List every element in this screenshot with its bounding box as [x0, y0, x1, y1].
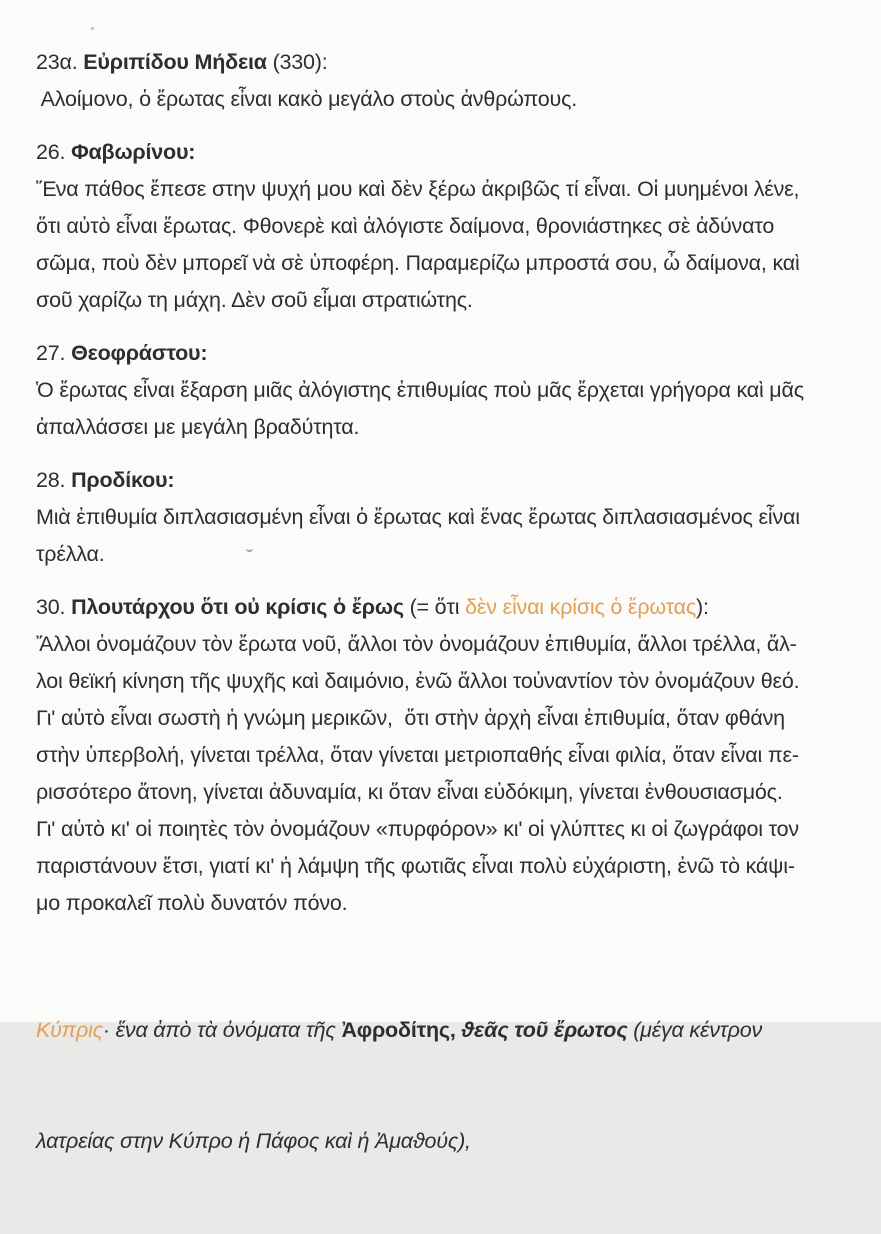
glossary-goddess-phrase: ϑεᾶς τοῦ ἔρωτος — [461, 1018, 634, 1042]
section-source-title: Εὐριπίδου Μήδεια — [83, 50, 273, 74]
text-line: μο προκαλεῖ πολὺ δυνατόν πόνο. — [36, 891, 348, 915]
translation-highlight: δὲν εἶναι κρίσις ὁ ἔρωτας — [465, 595, 697, 619]
text-line: στὴν ὑπερβολή, γίνεται τρέλλα, ὅταν γίνεται μετριοπαθής εἶναι φιλία, ὅταν εἶναι πε- — [36, 743, 799, 767]
section-author: Θεοφράστου: — [71, 341, 208, 365]
glossary-separator: · — [102, 1018, 116, 1042]
text-line: σοῦ χαρίζω τη μάχη. Δὲν σοῦ εἶμαι στρατιώτης. — [36, 288, 473, 312]
glossary-text: λατρείας στην Κύπρο ἡ Πάφος καὶ ἡ Ἀμαϑούς), — [36, 1129, 471, 1153]
text-line: Ὁ ἔρωτας εἶναι ἔξαρση μιᾶς ἀλόγιστης ἐπιθυμίας ποὺ μᾶς ἔρχεται γρήγορα καὶ μᾶς — [36, 378, 804, 402]
quote-body — [36, 372, 845, 446]
quote-body — [36, 81, 845, 118]
glossary-line — [36, 1012, 845, 1049]
text-line: Αλοίμονο, ὁ ἔρωτας εἶναι κακὸ μεγάλο στοὺς ἀνθρώπους. — [36, 87, 577, 111]
text-line: σῶμα, ποὺ δὲν μπορεῖ νὰ σὲ ὑποφέρη. Παραμερίζω μπροστά σου, ὦ δαίμονα, καὶ — [36, 251, 800, 275]
section-30-heading — [36, 589, 845, 626]
section-number: 30. — [36, 595, 72, 619]
text-line: Ἕνα πάθος ἔπεσε στην ψυχή μου καὶ δὲν ξέρω ἀκριβῶς τί εἶναι. Οἱ μυημένοι λένε, — [36, 177, 800, 201]
section-26-heading — [36, 134, 845, 171]
text-line: ὅτι αὐτὸ εἶναι ἔρωτας. Φθονερὲ καὶ ἀλόγιστε δαίμονα, θρονιάστηκες σὲ ἀδύνατο — [36, 214, 775, 238]
section-number: 27. — [36, 341, 72, 365]
translation-paren-close: ): — [696, 595, 709, 619]
glossary-name-aphrodite: Ἀφροδίτης, — [341, 1018, 462, 1042]
section-27-heading — [36, 335, 845, 372]
section-reference: (330): — [272, 50, 328, 74]
section-28-heading — [36, 462, 845, 499]
glossary-term: Κύπρις — [36, 1018, 103, 1042]
scan-artifact — [91, 27, 94, 30]
text-line: παριστάνουν ἔτσι, γιατί κι' ἡ λάμψη τῆς φωτιᾶς εἶναι πολὺ εὐχάριστη, ἐνῶ τὸ κάψι- — [36, 854, 795, 878]
section-author: Προδίκου: — [71, 468, 175, 492]
section-30 — [36, 589, 845, 922]
glossary-text: ἕνα ἀπὸ τὰ ὀνόματα τῆς — [115, 1018, 342, 1042]
text-line: Γι' αὐτὸ εἶναι σωστὴ ἡ γνώμη μερικῶν, ὅτι στὴν ἀρχὴ εἶναι ἐπιθυμία, ὅταν φθάνη — [36, 706, 785, 730]
section-number: 28. — [36, 468, 72, 492]
glossary-note — [36, 938, 845, 1234]
text-line: ρισσότερο ἄτονη, γίνεται ἀδυναμία, κι ὅταν εἶναι εὐδόκιμη, γίνεται ἐνθουσιασμός. — [36, 780, 783, 804]
glossary-line — [36, 1123, 845, 1160]
section-26 — [36, 134, 845, 319]
text-line: Μιὰ ἐπιθυμία διπλασιασμένη εἶναι ὁ ἔρωτας καὶ ἕνας ἔρωτας διπλασιασμένος εἶναι — [36, 505, 800, 529]
translation-paren-open: (= ὅτι — [409, 595, 466, 619]
quote-body — [36, 499, 845, 573]
quote-body — [36, 171, 845, 319]
section-number: 26. — [36, 140, 72, 164]
section-23a — [36, 44, 845, 118]
section-28 — [36, 462, 845, 573]
section-author: Φαβωρίνου: — [71, 140, 196, 164]
text-line: ἀπαλλάσσει με μεγάλη βραδύτητα. — [36, 415, 360, 439]
text-line: λοι θεϊκή κίνηση τῆς ψυχῆς καὶ δαιμόνιο, ἐνῶ ἄλλοι τοὐναντίον τὸν ὀνομάζουν θεό. — [36, 669, 800, 693]
section-source-title: Πλουτάρχου ὅτι οὐ κρίσις ὁ ἔρως — [71, 595, 410, 619]
section-27 — [36, 335, 845, 446]
text-line: Γι' αὐτὸ κι' οἱ ποιητὲς τὸν ὀνομάζουν «πυρφόρον» κι' οἱ γλύπτες κι οἱ ζωγράφοι τον — [36, 817, 799, 841]
quote-body — [36, 626, 845, 922]
scan-artifact — [246, 545, 253, 552]
glossary-text: (μέγα κέντρον — [633, 1018, 763, 1042]
text-line: τρέλλα. — [36, 542, 105, 566]
section-number: 23α. — [36, 50, 84, 74]
text-line: Ἄλλοι ὀνομάζουν τὸν ἔρωτα νοῦ, ἄλλοι τὸν ὀνομάζουν ἐπιθυμία, ἄλλοι τρέλλα, ἄλ- — [36, 632, 797, 656]
section-23a-heading — [36, 44, 845, 81]
